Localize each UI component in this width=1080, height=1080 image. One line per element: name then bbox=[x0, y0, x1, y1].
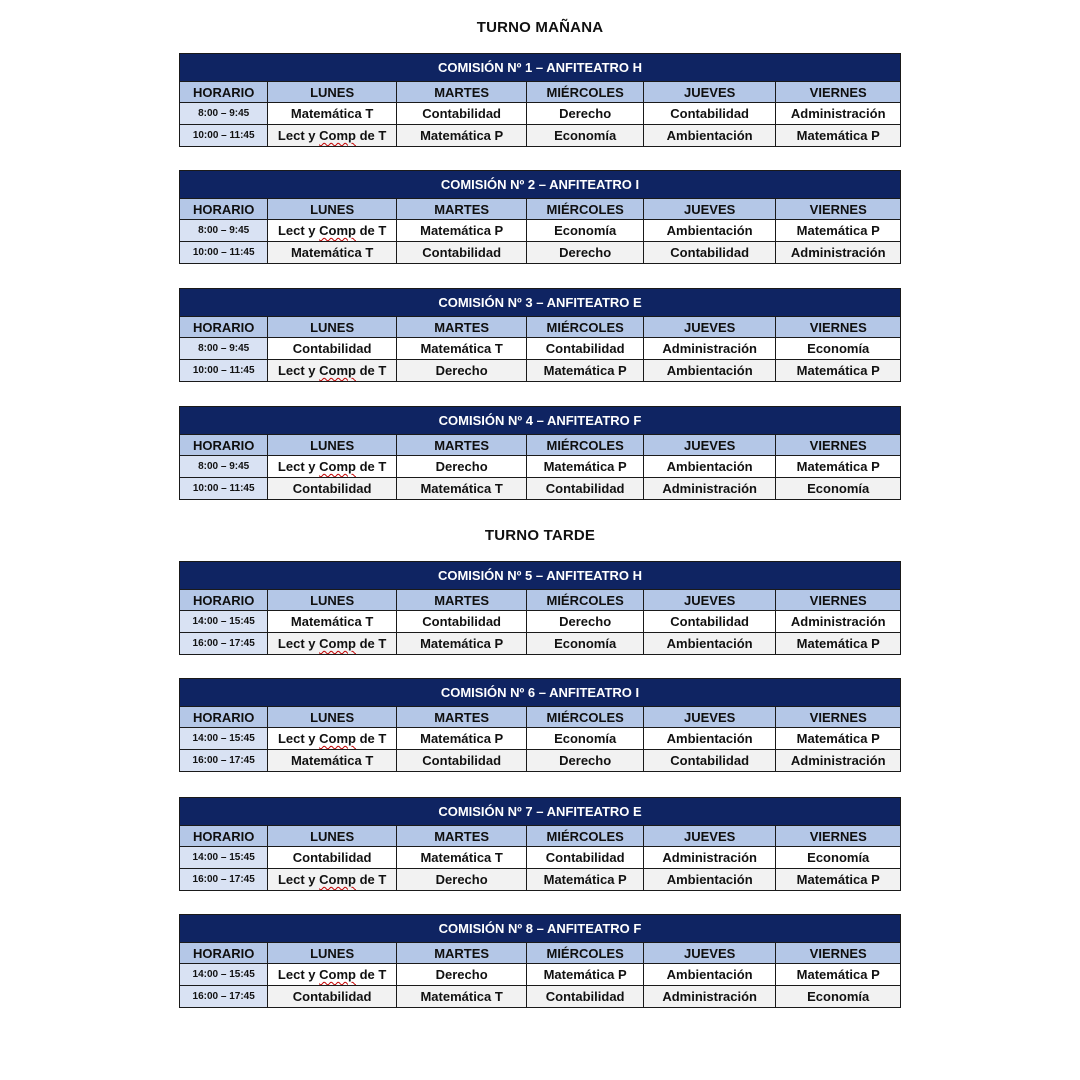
table-row bbox=[180, 242, 901, 264]
header-lunes: LUNES bbox=[268, 590, 397, 611]
schedule-table-comision-7 bbox=[179, 797, 901, 891]
header-viernes: VIERNES bbox=[776, 82, 901, 103]
turno-tarde-title: TURNO TARDE bbox=[484, 527, 596, 544]
spellcheck-underline: Comp bbox=[319, 872, 356, 887]
subject-cell: Derecho bbox=[396, 964, 527, 986]
table-row bbox=[180, 728, 901, 750]
subject-cell: Matemática P bbox=[776, 633, 901, 655]
table-row bbox=[180, 986, 901, 1008]
table-row bbox=[180, 338, 901, 360]
header-lunes: LUNES bbox=[268, 826, 397, 847]
header-horario: HORARIO bbox=[180, 943, 268, 964]
header-martes: MARTES bbox=[396, 707, 527, 728]
subject-cell: Derecho bbox=[527, 750, 643, 772]
header-lunes: LUNES bbox=[268, 435, 397, 456]
header-martes: MARTES bbox=[396, 82, 527, 103]
header-jueves: JUEVES bbox=[643, 707, 776, 728]
subject-cell: Contabilidad bbox=[268, 847, 397, 869]
subject-cell: Contabilidad bbox=[527, 338, 643, 360]
time-cell: 10:00 – 11:45 bbox=[180, 125, 268, 147]
spellcheck-underline: Comp bbox=[319, 731, 356, 746]
subject-cell: Administración bbox=[643, 847, 776, 869]
header-miercoles: MIÉRCOLES bbox=[527, 82, 643, 103]
subject-cell: Contabilidad bbox=[527, 986, 643, 1008]
spellcheck-underline: Comp bbox=[319, 967, 356, 982]
subject-cell: Lect y Comp de T bbox=[268, 456, 397, 478]
spellcheck-underline: Comp bbox=[319, 128, 356, 143]
header-viernes: VIERNES bbox=[776, 826, 901, 847]
time-cell: 8:00 – 9:45 bbox=[180, 338, 268, 360]
spellcheck-underline: Comp bbox=[319, 459, 356, 474]
subject-cell: Ambientación bbox=[643, 633, 776, 655]
subject-cell: Lect y Comp de T bbox=[268, 869, 397, 891]
time-cell: 14:00 – 15:45 bbox=[180, 611, 268, 633]
header-miercoles: MIÉRCOLES bbox=[527, 826, 643, 847]
header-jueves: JUEVES bbox=[643, 82, 776, 103]
subject-cell: Contabilidad bbox=[268, 338, 397, 360]
subject-cell: Lect y Comp de T bbox=[268, 633, 397, 655]
subject-cell: Matemática P bbox=[776, 964, 901, 986]
subject-cell: Matemática P bbox=[527, 964, 643, 986]
subject-cell: Economía bbox=[776, 847, 901, 869]
subject-cell: Contabilidad bbox=[396, 750, 527, 772]
subject-cell: Matemática T bbox=[396, 478, 527, 500]
header-martes: MARTES bbox=[396, 826, 527, 847]
header-horario: HORARIO bbox=[180, 317, 268, 338]
header-horario: HORARIO bbox=[180, 82, 268, 103]
subject-cell: Contabilidad bbox=[396, 242, 527, 264]
table-row bbox=[180, 633, 901, 655]
subject-cell: Ambientación bbox=[643, 360, 776, 382]
subject-cell: Administración bbox=[776, 611, 901, 633]
subject-cell: Matemática P bbox=[776, 728, 901, 750]
subject-cell: Administración bbox=[776, 750, 901, 772]
header-martes: MARTES bbox=[396, 943, 527, 964]
comision-title: COMISIÓN Nº 6 – ANFITEATRO I bbox=[180, 679, 901, 707]
subject-cell: Derecho bbox=[527, 611, 643, 633]
subject-cell: Administración bbox=[643, 338, 776, 360]
comision-title: COMISIÓN Nº 4 – ANFITEATRO F bbox=[180, 407, 901, 435]
header-lunes: LUNES bbox=[268, 707, 397, 728]
subject-cell: Contabilidad bbox=[643, 750, 776, 772]
header-jueves: JUEVES bbox=[643, 317, 776, 338]
subject-cell: Matemática T bbox=[396, 986, 527, 1008]
subject-cell: Lect y Comp de T bbox=[268, 125, 397, 147]
subject-cell: Derecho bbox=[396, 869, 527, 891]
spellcheck-underline: Comp bbox=[319, 223, 356, 238]
table-row bbox=[180, 611, 901, 633]
subject-cell: Matemática P bbox=[527, 869, 643, 891]
header-martes: MARTES bbox=[396, 435, 527, 456]
table-row bbox=[180, 964, 901, 986]
comision-title: COMISIÓN Nº 5 – ANFITEATRO H bbox=[180, 562, 901, 590]
subject-cell: Matemática P bbox=[776, 456, 901, 478]
header-miercoles: MIÉRCOLES bbox=[527, 707, 643, 728]
header-miercoles: MIÉRCOLES bbox=[527, 943, 643, 964]
table-row bbox=[180, 456, 901, 478]
comision-title: COMISIÓN Nº 2 – ANFITEATRO I bbox=[180, 171, 901, 199]
subject-cell: Ambientación bbox=[643, 456, 776, 478]
header-lunes: LUNES bbox=[268, 199, 397, 220]
subject-cell: Ambientación bbox=[643, 728, 776, 750]
subject-cell: Contabilidad bbox=[396, 103, 527, 125]
header-viernes: VIERNES bbox=[776, 590, 901, 611]
schedule-table-comision-1 bbox=[179, 53, 901, 147]
subject-cell: Lect y Comp de T bbox=[268, 360, 397, 382]
time-cell: 8:00 – 9:45 bbox=[180, 456, 268, 478]
header-horario: HORARIO bbox=[180, 199, 268, 220]
subject-cell: Matemática P bbox=[776, 220, 901, 242]
header-martes: MARTES bbox=[396, 590, 527, 611]
schedule-table-comision-4 bbox=[179, 406, 901, 500]
subject-cell: Matemática P bbox=[527, 360, 643, 382]
subject-cell: Economía bbox=[527, 220, 643, 242]
header-viernes: VIERNES bbox=[776, 707, 901, 728]
header-viernes: VIERNES bbox=[776, 317, 901, 338]
subject-cell: Matemática P bbox=[776, 360, 901, 382]
comision-title: COMISIÓN Nº 3 – ANFITEATRO E bbox=[180, 289, 901, 317]
subject-cell: Administración bbox=[776, 242, 901, 264]
subject-cell: Contabilidad bbox=[396, 611, 527, 633]
table-row bbox=[180, 750, 901, 772]
table-row bbox=[180, 847, 901, 869]
subject-cell: Ambientación bbox=[643, 125, 776, 147]
header-horario: HORARIO bbox=[180, 826, 268, 847]
header-viernes: VIERNES bbox=[776, 943, 901, 964]
subject-cell: Matemática P bbox=[396, 728, 527, 750]
header-jueves: JUEVES bbox=[643, 199, 776, 220]
header-lunes: LUNES bbox=[268, 82, 397, 103]
time-cell: 8:00 – 9:45 bbox=[180, 103, 268, 125]
subject-cell: Lect y Comp de T bbox=[268, 964, 397, 986]
header-jueves: JUEVES bbox=[643, 943, 776, 964]
subject-cell: Matemática T bbox=[396, 338, 527, 360]
comision-title: COMISIÓN Nº 8 – ANFITEATRO F bbox=[180, 915, 901, 943]
subject-cell: Economía bbox=[527, 633, 643, 655]
table-row bbox=[180, 869, 901, 891]
subject-cell: Derecho bbox=[527, 242, 643, 264]
subject-cell: Administración bbox=[643, 986, 776, 1008]
subject-cell: Administración bbox=[643, 478, 776, 500]
subject-cell: Derecho bbox=[527, 103, 643, 125]
schedule-table-comision-6 bbox=[179, 678, 901, 772]
time-cell: 16:00 – 17:45 bbox=[180, 750, 268, 772]
header-jueves: JUEVES bbox=[643, 590, 776, 611]
header-miercoles: MIÉRCOLES bbox=[527, 317, 643, 338]
subject-cell: Matemática P bbox=[396, 125, 527, 147]
time-cell: 16:00 – 17:45 bbox=[180, 633, 268, 655]
subject-cell: Ambientación bbox=[643, 220, 776, 242]
header-jueves: JUEVES bbox=[643, 435, 776, 456]
spellcheck-underline: Comp bbox=[319, 363, 356, 378]
schedule-table-comision-8 bbox=[179, 914, 901, 1008]
subject-cell: Contabilidad bbox=[268, 986, 397, 1008]
header-miercoles: MIÉRCOLES bbox=[527, 590, 643, 611]
table-row bbox=[180, 103, 901, 125]
subject-cell: Matemática P bbox=[527, 456, 643, 478]
time-cell: 10:00 – 11:45 bbox=[180, 242, 268, 264]
header-martes: MARTES bbox=[396, 317, 527, 338]
header-horario: HORARIO bbox=[180, 707, 268, 728]
time-cell: 10:00 – 11:45 bbox=[180, 360, 268, 382]
subject-cell: Contabilidad bbox=[268, 478, 397, 500]
subject-cell: Derecho bbox=[396, 456, 527, 478]
table-row bbox=[180, 125, 901, 147]
time-cell: 16:00 – 17:45 bbox=[180, 869, 268, 891]
subject-cell: Matemática P bbox=[396, 220, 527, 242]
subject-cell: Matemática T bbox=[268, 611, 397, 633]
schedule-table-comision-2 bbox=[179, 170, 901, 264]
subject-cell: Matemática T bbox=[268, 242, 397, 264]
time-cell: 14:00 – 15:45 bbox=[180, 964, 268, 986]
schedule-table-comision-3 bbox=[179, 288, 901, 382]
subject-cell: Economía bbox=[527, 125, 643, 147]
subject-cell: Contabilidad bbox=[527, 478, 643, 500]
subject-cell: Contabilidad bbox=[643, 611, 776, 633]
subject-cell: Economía bbox=[776, 986, 901, 1008]
subject-cell: Economía bbox=[527, 728, 643, 750]
spellcheck-underline: Comp bbox=[319, 636, 356, 651]
subject-cell: Contabilidad bbox=[643, 242, 776, 264]
comision-title: COMISIÓN Nº 7 – ANFITEATRO E bbox=[180, 798, 901, 826]
time-cell: 10:00 – 11:45 bbox=[180, 478, 268, 500]
time-cell: 14:00 – 15:45 bbox=[180, 847, 268, 869]
header-miercoles: MIÉRCOLES bbox=[527, 435, 643, 456]
subject-cell: Economía bbox=[776, 338, 901, 360]
schedule-table-comision-5 bbox=[179, 561, 901, 655]
subject-cell: Matemática T bbox=[268, 750, 397, 772]
header-miercoles: MIÉRCOLES bbox=[527, 199, 643, 220]
header-horario: HORARIO bbox=[180, 435, 268, 456]
header-viernes: VIERNES bbox=[776, 199, 901, 220]
table-row bbox=[180, 220, 901, 242]
header-viernes: VIERNES bbox=[776, 435, 901, 456]
time-cell: 16:00 – 17:45 bbox=[180, 986, 268, 1008]
subject-cell: Lect y Comp de T bbox=[268, 220, 397, 242]
subject-cell: Economía bbox=[776, 478, 901, 500]
time-cell: 14:00 – 15:45 bbox=[180, 728, 268, 750]
header-lunes: LUNES bbox=[268, 943, 397, 964]
subject-cell: Matemática T bbox=[268, 103, 397, 125]
header-martes: MARTES bbox=[396, 199, 527, 220]
turno-manana-title: TURNO MAÑANA bbox=[476, 19, 604, 36]
subject-cell: Administración bbox=[776, 103, 901, 125]
header-horario: HORARIO bbox=[180, 590, 268, 611]
subject-cell: Lect y Comp de T bbox=[268, 728, 397, 750]
subject-cell: Matemática P bbox=[776, 125, 901, 147]
subject-cell: Derecho bbox=[396, 360, 527, 382]
subject-cell: Contabilidad bbox=[527, 847, 643, 869]
header-jueves: JUEVES bbox=[643, 826, 776, 847]
subject-cell: Matemática P bbox=[776, 869, 901, 891]
table-row bbox=[180, 360, 901, 382]
table-row bbox=[180, 478, 901, 500]
header-lunes: LUNES bbox=[268, 317, 397, 338]
subject-cell: Matemática P bbox=[396, 633, 527, 655]
time-cell: 8:00 – 9:45 bbox=[180, 220, 268, 242]
subject-cell: Contabilidad bbox=[643, 103, 776, 125]
comision-title: COMISIÓN Nº 1 – ANFITEATRO H bbox=[180, 54, 901, 82]
subject-cell: Matemática T bbox=[396, 847, 527, 869]
subject-cell: Ambientación bbox=[643, 964, 776, 986]
subject-cell: Ambientación bbox=[643, 869, 776, 891]
